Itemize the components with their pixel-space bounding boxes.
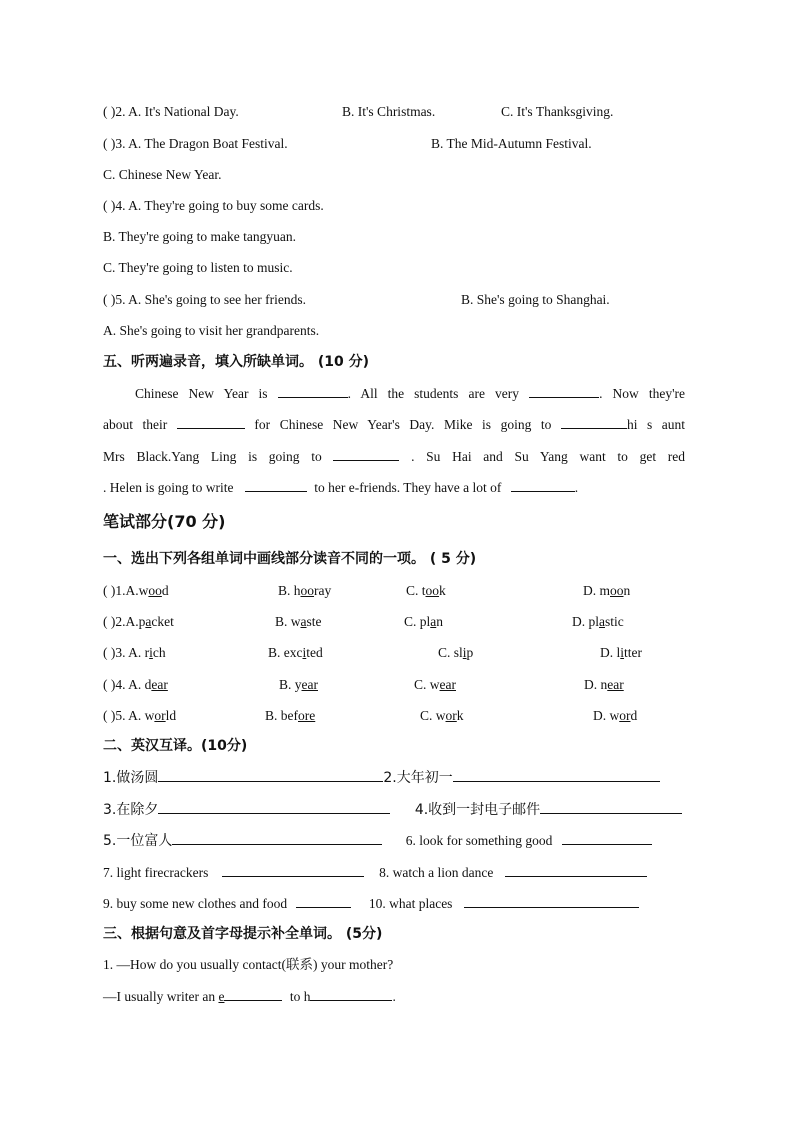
written-title: 笔试部分(70 分) <box>103 512 226 531</box>
p2-item4: 4.收到一封电子邮件 <box>414 802 541 818</box>
part3-q1: 1. —How do you usually contact(联系) your mother? <box>103 957 394 972</box>
answer-blank[interactable] <box>222 862 364 877</box>
option-a-rest: d <box>161 583 169 598</box>
blank-input[interactable] <box>177 414 245 429</box>
option-b <box>275 612 322 632</box>
p3-e: e <box>218 989 225 1004</box>
section5-line3 <box>103 446 685 467</box>
option-b <box>279 675 318 695</box>
option-b-rest: ste <box>306 614 322 629</box>
option-a <box>103 706 176 726</box>
part2-row2 <box>103 799 688 820</box>
p2-item3: 3.在除夕 <box>103 802 159 818</box>
option-b-rest: ted <box>306 645 323 660</box>
option-b-text: B. h <box>278 583 301 598</box>
q4-b: B. They're going to make tangyuan. <box>103 229 297 244</box>
option-a <box>103 581 169 601</box>
option-b-underlined: a <box>300 614 307 629</box>
option-b-underlined: oo <box>300 583 315 598</box>
section5-line2 <box>103 414 685 435</box>
part1-title: 一、选出下列各组单词中画线部分读音不同的一项。 ( 5 分) <box>103 551 477 567</box>
option-c-underlined: a <box>430 614 437 629</box>
s5-p3a: Mrs Black.Yang Ling is going to <box>103 449 322 464</box>
q4-c: C. They're going to listen to music. <box>103 260 293 275</box>
option-d-text: D. w <box>593 708 620 723</box>
q2-a: ( )2. A. It's National Day. <box>103 104 239 119</box>
option-c <box>420 706 464 726</box>
option-d-underlined: oo <box>610 583 624 598</box>
option-b <box>278 581 331 601</box>
p2-item1: 1.做汤圆 <box>103 770 159 786</box>
q2-c: C. It's Thanksgiving. <box>501 104 614 119</box>
part2-row3 <box>103 830 688 851</box>
option-d <box>572 612 624 632</box>
option-a <box>103 643 166 663</box>
option-d <box>600 643 642 663</box>
option-d-text: D. pl <box>572 614 599 629</box>
q3-b: B. The Mid-Autumn Festival. <box>431 136 592 151</box>
option-b-text: B. exc <box>268 645 303 660</box>
option-c-text: C. pl <box>404 614 431 629</box>
section5-line1 <box>103 383 685 404</box>
option-a-underlined: ear <box>151 677 168 692</box>
p2-item6: 6. look for something good <box>405 833 553 848</box>
part2-title: 二、英汉互译。(10分) <box>103 738 248 754</box>
s5-p1b: . All the students are very <box>347 386 520 401</box>
option-a <box>103 675 168 695</box>
s5-p4b: to her e-friends. They have a lot of <box>314 480 502 495</box>
option-b-underlined: ear <box>301 677 318 692</box>
blank-input[interactable] <box>561 414 627 429</box>
s5-p4c: . <box>574 480 579 495</box>
option-d-underlined: a <box>599 614 605 629</box>
blank-input[interactable] <box>511 477 575 492</box>
option-b-text: B. bef <box>265 708 298 723</box>
option-d-rest: n <box>623 583 631 598</box>
option-c-rest: k <box>439 583 446 598</box>
option-a-underlined: or <box>154 708 166 723</box>
option-c-underlined: oo <box>425 583 440 598</box>
part3-title: 三、根据句意及首字母提示补全单词。 (5分) <box>103 926 383 942</box>
option-d-underlined: or <box>619 708 631 723</box>
answer-blank[interactable] <box>540 799 682 814</box>
option-b <box>265 706 315 726</box>
p3-a1-text: —I usually writer an <box>103 989 216 1004</box>
s5-p3b: . Su Hai and Su Yang want to get red <box>411 449 685 464</box>
option-a-underlined: oo <box>148 583 162 598</box>
q2-b: B. It's Christmas. <box>342 104 436 119</box>
option-c-underlined: or <box>445 708 457 723</box>
p2-item2: 2.大年初一 <box>383 770 453 786</box>
part2-row5 <box>103 893 688 914</box>
option-c-underlined: ear <box>439 677 456 692</box>
answer-blank[interactable] <box>224 986 282 1001</box>
option-c-rest: n <box>436 614 444 629</box>
blank-input[interactable] <box>278 383 348 398</box>
option-a-rest: cket <box>151 614 174 629</box>
option-c <box>404 612 443 632</box>
s5-p2b: for Chinese New Year's Day. Mike is going to <box>254 417 552 432</box>
p2-item8: 8. watch a lion dance <box>379 865 494 880</box>
option-a-text: ( )1.A.w <box>103 583 149 598</box>
p2-item7: 7. light firecrackers <box>103 865 209 880</box>
option-a <box>103 612 174 632</box>
option-c-text: C. w <box>414 677 440 692</box>
section5-line4 <box>103 477 688 498</box>
q3-c: C. Chinese New Year. <box>103 167 222 182</box>
blank-input[interactable] <box>333 446 399 461</box>
option-d-underlined: ear <box>607 677 624 692</box>
option-d <box>583 581 630 601</box>
option-b-text: B. w <box>275 614 301 629</box>
q5-b: B. She's going to Shanghai. <box>461 292 610 307</box>
blank-input[interactable] <box>529 383 599 398</box>
p2-item10: 10. what places <box>368 896 453 911</box>
option-c <box>414 675 456 695</box>
answer-blank[interactable] <box>158 767 383 782</box>
part3-a1 <box>103 986 688 1007</box>
option-a-underlined: i <box>149 645 153 660</box>
part2-row1 <box>103 767 688 788</box>
answer-blank[interactable] <box>172 830 382 845</box>
option-c-rest: k <box>456 708 464 723</box>
option-d-text: D. n <box>584 677 608 692</box>
option-a-text: ( )5. A. w <box>103 708 155 723</box>
section5-title: 五、听两遍录音，填入所缺单词。 (10 分) <box>103 354 370 370</box>
option-d-rest: stic <box>605 614 624 629</box>
blank-input[interactable] <box>245 477 307 492</box>
option-c-underlined: i <box>462 645 467 660</box>
q5-a: ( )5. A. She's going to see her friends. <box>103 292 307 307</box>
option-d-underlined: i <box>620 645 625 660</box>
option-b-text: B. y <box>279 677 302 692</box>
option-a-text: ( )4. A. d <box>103 677 152 692</box>
option-d-text: D. m <box>583 583 610 598</box>
p3-end: . <box>392 989 396 1004</box>
option-a-rest: ch <box>152 645 166 660</box>
answer-blank[interactable] <box>158 799 390 814</box>
option-d <box>593 706 637 726</box>
part2-row4 <box>103 862 688 883</box>
option-b-rest: ray <box>314 583 332 598</box>
option-a-underlined: a <box>145 614 152 629</box>
s5-p1c: . Now they're <box>599 386 686 401</box>
q3-a: ( )3. A. The Dragon Boat Festival. <box>103 136 288 151</box>
answer-blank[interactable] <box>562 830 652 845</box>
option-d-text: D. l <box>600 645 621 660</box>
answer-blank[interactable] <box>453 767 660 782</box>
answer-blank[interactable] <box>505 862 647 877</box>
option-c-text: C. w <box>420 708 446 723</box>
s5-p2c: hi s aunt <box>626 417 686 432</box>
option-d-rest: d <box>630 708 638 723</box>
option-b-underlined: ore <box>298 708 316 723</box>
option-b <box>268 643 323 663</box>
option-c-text: C. sl <box>438 645 463 660</box>
option-d <box>584 675 624 695</box>
option-c-rest: p <box>466 645 474 660</box>
s5-p2a: about their <box>103 417 168 432</box>
p2-item9: 9. buy some new clothes and food <box>103 896 288 911</box>
option-c <box>406 581 446 601</box>
option-b-underlined: i <box>302 645 307 660</box>
option-d-rest: tter <box>624 645 643 660</box>
option-c <box>438 643 473 663</box>
option-a-text: ( )3. A. r <box>103 645 150 660</box>
s5-p1a: Chinese New Year is <box>135 386 268 401</box>
q5-c: A. She's going to visit her grandparents. <box>103 323 320 338</box>
option-c-text: C. t <box>406 583 426 598</box>
option-a-text: ( )2.A.p <box>103 614 146 629</box>
answer-blank[interactable] <box>464 893 639 908</box>
option-a-rest: ld <box>165 708 177 723</box>
s5-p4a: . Helen is going to write <box>103 480 234 495</box>
answer-blank[interactable] <box>310 986 392 1001</box>
answer-blank[interactable] <box>296 893 351 908</box>
q4-a: ( )4. A. They're going to buy some cards. <box>103 198 324 213</box>
p2-item5: 5.一位富人 <box>103 833 173 849</box>
p3-to: to h <box>289 989 311 1004</box>
